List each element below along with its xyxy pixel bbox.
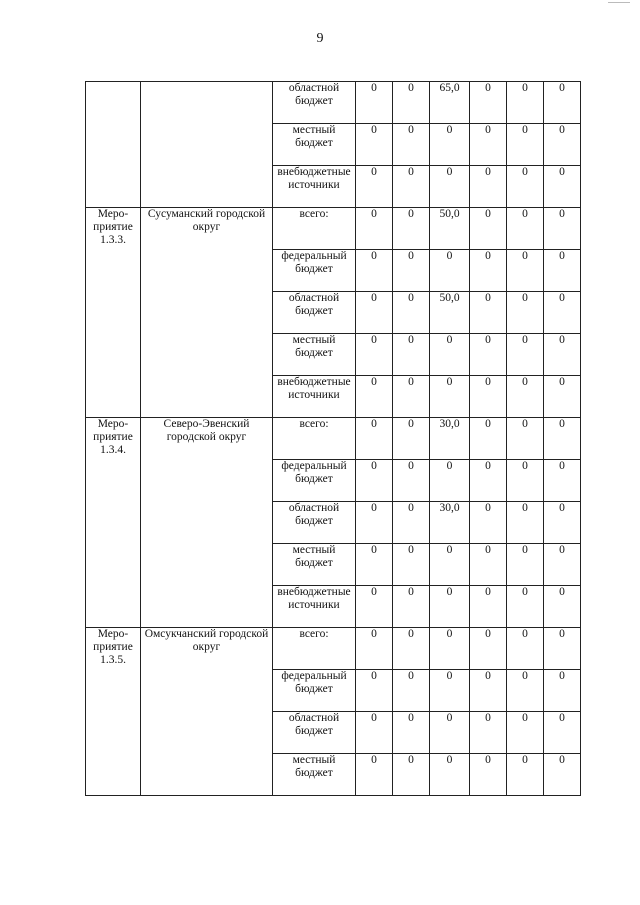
funding-source-cell: местный бюджет [273,124,356,166]
value-cell: 0 [356,628,393,670]
budget-table [85,81,581,796]
value-cell: 0 [544,292,581,334]
value-cell: 0 [470,82,507,124]
value-cell: 0 [507,628,544,670]
event-cell [86,82,141,208]
value-cell: 0 [544,586,581,628]
value-cell: 30,0 [430,502,470,544]
district-cell: Омсукчанский городской округ [141,628,273,796]
value-cell: 0 [393,124,430,166]
value-cell: 0 [507,208,544,250]
funding-source-cell: местный бюджет [273,334,356,376]
value-cell: 0 [507,250,544,292]
value-cell: 50,0 [430,292,470,334]
district-cell [141,82,273,208]
funding-source-cell: областной бюджет [273,82,356,124]
value-cell: 0 [507,544,544,586]
value-cell: 0 [544,124,581,166]
district-cell: Северо-Эвенский городской округ [141,418,273,628]
value-cell: 0 [470,628,507,670]
value-cell: 0 [507,670,544,712]
value-cell: 0 [393,460,430,502]
value-cell: 0 [393,418,430,460]
value-cell: 0 [544,460,581,502]
value-cell: 0 [430,460,470,502]
event-cell: Меро-приятие 1.3.4. [86,418,141,628]
value-cell: 0 [393,334,430,376]
value-cell: 0 [470,124,507,166]
value-cell: 0 [430,628,470,670]
value-cell: 0 [393,712,430,754]
value-cell: 0 [470,376,507,418]
value-cell: 0 [544,208,581,250]
funding-source-cell: всего: [273,628,356,670]
value-cell: 0 [430,250,470,292]
value-cell: 65,0 [430,82,470,124]
value-cell: 0 [430,754,470,796]
value-cell: 0 [544,544,581,586]
value-cell: 0 [430,334,470,376]
funding-source-cell: областной бюджет [273,502,356,544]
funding-source-cell: областной бюджет [273,712,356,754]
value-cell: 0 [507,460,544,502]
value-cell: 0 [544,502,581,544]
value-cell: 0 [470,166,507,208]
funding-source-cell: внебюджетные источники [273,376,356,418]
value-cell: 0 [544,166,581,208]
table-row [86,208,581,250]
funding-source-cell: внебюджетные источники [273,586,356,628]
value-cell: 0 [430,586,470,628]
value-cell: 0 [470,670,507,712]
table-row [86,82,581,124]
value-cell: 0 [430,712,470,754]
value-cell: 0 [544,418,581,460]
page-number: 9 [316,31,324,46]
value-cell: 0 [470,460,507,502]
value-cell: 0 [507,292,544,334]
value-cell: 0 [356,334,393,376]
value-cell: 0 [470,586,507,628]
value-cell: 0 [356,292,393,334]
value-cell: 0 [356,670,393,712]
value-cell: 0 [507,124,544,166]
value-cell: 0 [356,502,393,544]
value-cell: 0 [507,502,544,544]
value-cell: 0 [470,292,507,334]
value-cell: 0 [507,754,544,796]
value-cell: 0 [430,544,470,586]
funding-source-cell: областной бюджет [273,292,356,334]
value-cell: 0 [507,82,544,124]
funding-source-cell: федеральный бюджет [273,670,356,712]
value-cell: 0 [356,460,393,502]
value-cell: 0 [507,418,544,460]
value-cell: 0 [544,670,581,712]
budget-table-body [86,82,581,796]
value-cell: 0 [507,586,544,628]
value-cell: 0 [507,166,544,208]
value-cell: 0 [430,376,470,418]
funding-source-cell: всего: [273,418,356,460]
value-cell: 0 [356,250,393,292]
funding-source-cell: всего: [273,208,356,250]
event-cell: Меро-приятие 1.3.5. [86,628,141,796]
value-cell: 0 [393,754,430,796]
value-cell: 0 [470,334,507,376]
value-cell: 0 [393,670,430,712]
value-cell: 0 [544,250,581,292]
value-cell: 0 [393,502,430,544]
value-cell: 0 [507,334,544,376]
event-cell: Меро-приятие 1.3.3. [86,208,141,418]
value-cell: 0 [544,376,581,418]
funding-source-cell: местный бюджет [273,754,356,796]
value-cell: 0 [470,208,507,250]
value-cell: 0 [470,250,507,292]
value-cell: 0 [356,166,393,208]
value-cell: 0 [356,544,393,586]
value-cell: 0 [544,754,581,796]
value-cell: 0 [393,628,430,670]
value-cell: 0 [356,712,393,754]
value-cell: 0 [356,418,393,460]
value-cell: 0 [470,502,507,544]
funding-source-cell: федеральный бюджет [273,460,356,502]
value-cell: 0 [356,376,393,418]
value-cell: 0 [507,376,544,418]
value-cell: 0 [356,82,393,124]
value-cell: 0 [470,754,507,796]
table-row [86,628,581,670]
value-cell: 0 [507,712,544,754]
value-cell: 0 [470,418,507,460]
value-cell: 50,0 [430,208,470,250]
value-cell: 0 [356,208,393,250]
value-cell: 0 [544,628,581,670]
value-cell: 0 [393,82,430,124]
value-cell: 0 [544,334,581,376]
table-row [86,418,581,460]
value-cell: 0 [393,208,430,250]
value-cell: 0 [393,544,430,586]
value-cell: 0 [393,586,430,628]
value-cell: 0 [393,292,430,334]
value-cell: 0 [356,586,393,628]
district-cell: Сусуманский городской округ [141,208,273,418]
value-cell: 0 [544,82,581,124]
value-cell: 30,0 [430,418,470,460]
value-cell: 0 [430,166,470,208]
funding-source-cell: федеральный бюджет [273,250,356,292]
value-cell: 0 [544,712,581,754]
value-cell: 0 [470,712,507,754]
value-cell: 0 [356,754,393,796]
value-cell: 0 [393,376,430,418]
scan-edge-mark [608,2,630,3]
value-cell: 0 [393,250,430,292]
value-cell: 0 [430,670,470,712]
value-cell: 0 [470,544,507,586]
funding-source-cell: местный бюджет [273,544,356,586]
value-cell: 0 [356,124,393,166]
value-cell: 0 [430,124,470,166]
value-cell: 0 [393,166,430,208]
funding-source-cell: внебюджетные источники [273,166,356,208]
